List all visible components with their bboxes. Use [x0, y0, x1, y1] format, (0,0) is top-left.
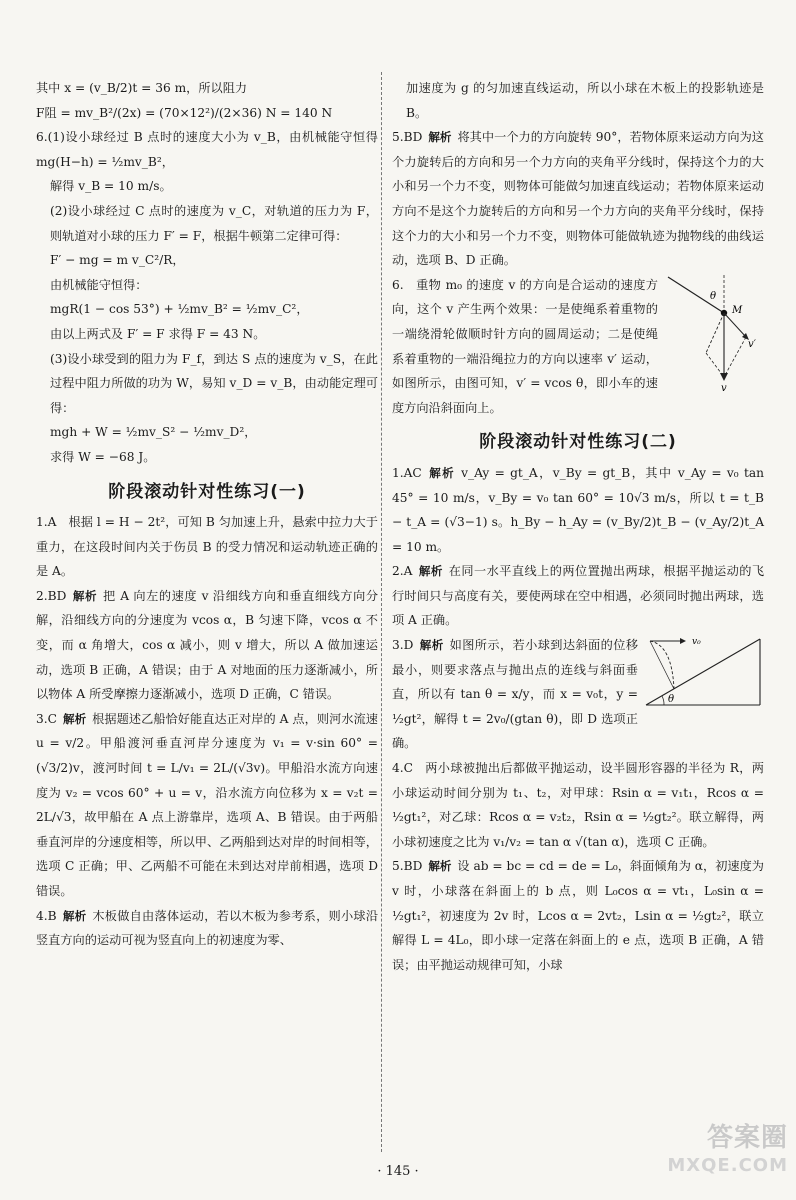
answer-number: 6.: [392, 277, 404, 292]
answer-item: [392, 756, 764, 854]
answer-text: 把 A 向左的速度 v 沿细线方向和垂直细线方向分解，沿细线方向的分速度为 vcos α，B 匀速下降，vcos α 不变，而 α 角增大，cos α 减小，则 v 增大，所以 A 做加速运动，选项 B 正确，A 错误；由于 A 对地面的压力逐渐减小，所以物体 A 所受摩擦力逐渐减小，选项 D 正确，C 错误。: [36, 588, 379, 702]
text-line: 加速度为 g 的匀加速直线运动，所以小球在木板上的投影轨迹是 B。: [406, 81, 764, 120]
theta-label: θ: [710, 290, 717, 302]
text-line: F阻 = mv_B²/(2x) = (70×12²)/(2×36) N = 140 N: [36, 105, 333, 120]
answer-tag: 解析: [62, 711, 87, 726]
text-line: 由以上两式及 F′ = F 求得 F = 43 N。: [50, 326, 266, 341]
answer-number: 2.BD: [36, 588, 67, 603]
v0-label: v₀: [692, 637, 701, 648]
answer-number: 1.AC: [392, 465, 422, 480]
answer-text: 根据 l = H − 2t²，可知 B 匀加速上升，悬索中拉力大于重力，在这段时间内关于伤员 B 的受力情况和运动轨迹正确的是 A。: [36, 515, 378, 579]
answer-tag: 解析: [419, 638, 444, 653]
answer-item: [36, 707, 378, 904]
answer-item: [36, 584, 378, 707]
column-divider: [381, 72, 382, 1152]
answer-text: 如图所示，若小球到达斜面的位移最小，则要求落点与抛出点的连线与斜面垂直，所以有 tan θ = x/y，而 x = v₀t，y = ½gt²，解得 t = 2v₀/(gtan θ)，即 D 选项正确。: [392, 638, 639, 751]
answer-number: 4.B: [36, 908, 57, 923]
text-line: 由机械能守恒得：: [50, 277, 148, 292]
text-line: 其中 x = (v_B/2)t = 36 m，所以阻力: [36, 81, 248, 95]
incline-projectile-figure: [642, 633, 764, 715]
watermark-bottom: MXQE.COM: [667, 1155, 788, 1176]
section-heading-2: 阶段滚动针对性练习(二): [479, 432, 677, 453]
answer-item: [392, 461, 764, 559]
text-line: (2)设小球经过 C 点时的速度为 v_C，对轨道的压力为 F，则轨道对小球的压力 F′ = F，根据牛顿第二定律可得：: [50, 203, 378, 243]
answer-item: [392, 125, 764, 273]
answer-tag: 解析: [418, 564, 443, 579]
answer-text: 重物 m₀ 的速度 v 的方向是合运动的速度方向，这个 v 产生两个效果：一是使绳系着重物的一端绕滑轮做顺时针方向的圆周运动；二是使绳系着重物的一端沿绳拉力的方向以速率 v′ 运动，如图所示，由图可知，v′ = vcos θ，即小车的速度方向沿斜面向上。: [392, 277, 658, 415]
section-heading-1: 阶段滚动针对性练习(一): [108, 481, 306, 502]
text-line: 求得 W = −68 J。: [50, 449, 156, 464]
right-column: [392, 76, 764, 977]
answer-text: 木板做自由落体运动，若以木板为参考系，则小球沿竖直方向的运动可视为竖直向上的初速度为零、: [36, 908, 379, 948]
answer-text: 将其中一个力的方向旋转 90°，若物体原来运动方向为这个力旋转后的方向和另一个力方向的夹角平分线时，保持这个力的大小和另一个力不变，则物体可能做匀加速直线运动；若物体原来运动方向不是这个力旋转后的方向和另一个力方向的夹角平分线时，保持这个力的大小和另一个力不变，则物体可能做轨迹为抛物线的曲线运动，选项 B、D 正确。: [392, 130, 764, 268]
answer-number: 5.BD: [392, 859, 423, 874]
text-line: (3)设小球受到的阻力为 F_f，到达 S 点的速度为 v_S，在此过程中阻力所做的功为 W，易知 v_D = v_B，由动能定理可得：: [50, 351, 378, 415]
answer-item: [392, 559, 764, 633]
v-prime-label: v′: [748, 338, 756, 350]
left-column: [36, 76, 378, 953]
answer-text: 在同一水平直线上的两位置抛出两球，根据平抛运动的飞行时间只与高度有关，要使两球在空中相遇，必须同时抛出两球，选项 A 正确。: [392, 564, 765, 628]
pulley-velocity-figure: [662, 273, 764, 393]
answer-number: 5.BD: [392, 130, 423, 145]
answer-number: 2.A: [392, 564, 413, 579]
m-label: M: [732, 304, 743, 316]
answer-item: [36, 904, 378, 953]
equation: F′ − mg = m v_C²/R，: [50, 253, 185, 268]
watermark-top: 答案圈: [706, 1123, 788, 1153]
text-line: 解得 v_B = 10 m/s。: [50, 179, 172, 194]
answer-text: 两小球被抛出后都做平抛运动，设半圆形容器的半径为 R，两小球运动时间分别为 t₁、t₂，对甲球：Rsin α = v₁t₁，Rcos α = ½gt₁²，对乙球：Rcos α = v₂t₂，Rsin α = ½gt₂²。联立解得，两小球初速度之比为 v₁/v₂ = tan α √(tan α)，选项 C 正确。: [392, 761, 764, 849]
v-label: v: [721, 382, 727, 393]
answer-text: 根据题述乙船恰好能直达正对岸的 A 点，则河水流速 u = v/2。甲船渡河垂直河岸分速度为 v₁ = v·sin 60° = (√3/2)v，渡河时间 t = L/v₁ = 2L/(√3v)。甲船沿水流方向速度为 v₂ = vcos 60° + u = v，沿水流方向位移为 x = v₂t = 2L/√3，故甲船在 A 点上游靠岸，选项 A、B 错误。由于两船垂直河岸的分速度相等，所以甲、乙两船到达对岸的时间相等，选项 C 正确；甲、乙两船不可能在未到达对岸前相遇，选项 D 错误。: [36, 711, 378, 898]
equation: mgR(1 − cos 53°) + ½mv_B² = ½mv_C²，: [50, 302, 309, 317]
answer-tag: 解析: [428, 130, 452, 145]
equation: mgh + W = ½mv_S² − ½mv_D²，: [50, 425, 257, 440]
theta-label: θ: [668, 694, 675, 706]
answer-number: 3.D: [392, 638, 414, 653]
answer-number: 3.C: [36, 711, 57, 726]
answer-text: 设 ab = bc = cd = de = L₀，斜面倾角为 α，初速度为 v 时，小球落在斜面上的 b 点，则 L₀cos α = vt₁，L₀sin α = ½gt₁²，初速度为 2v 时，Lcos α = 2vt₂，Lsin α = ½gt₂²，联立解得 L = 4L₀，即小球一定落在斜面上的 e 点，选项 B 正确，A 错误；由平抛运动规律可知，小球: [392, 859, 764, 972]
answer-number: 1.A: [36, 515, 57, 530]
answer-item: [36, 510, 378, 584]
answer-item: [392, 854, 764, 977]
answer-text: v_Ay = gt_A，v_By = gt_B，其中 v_Ay = v₀ tan 45° = 10 m/s，v_By = v₀ tan 60° = 10√3 m/s，所以 t = t_B − t_A = (√3−1) s。h_By − h_Ay = (v_By/2)t_B − (v_Ay/2)t_A = 10 m。: [392, 465, 765, 554]
answer-tag: 解析: [428, 859, 452, 874]
answer-number: 4.C: [392, 761, 413, 776]
page-number: · 145 ·: [377, 1164, 419, 1179]
answer-tag: 解析: [62, 908, 87, 923]
answer-tag: 解析: [72, 588, 98, 603]
answer-tag: 解析: [427, 465, 456, 480]
text-line: 6.(1)设小球经过 B 点时的速度大小为 v_B，由机械能守恒得 mg(H−h) = ½mv_B²，: [36, 130, 378, 169]
